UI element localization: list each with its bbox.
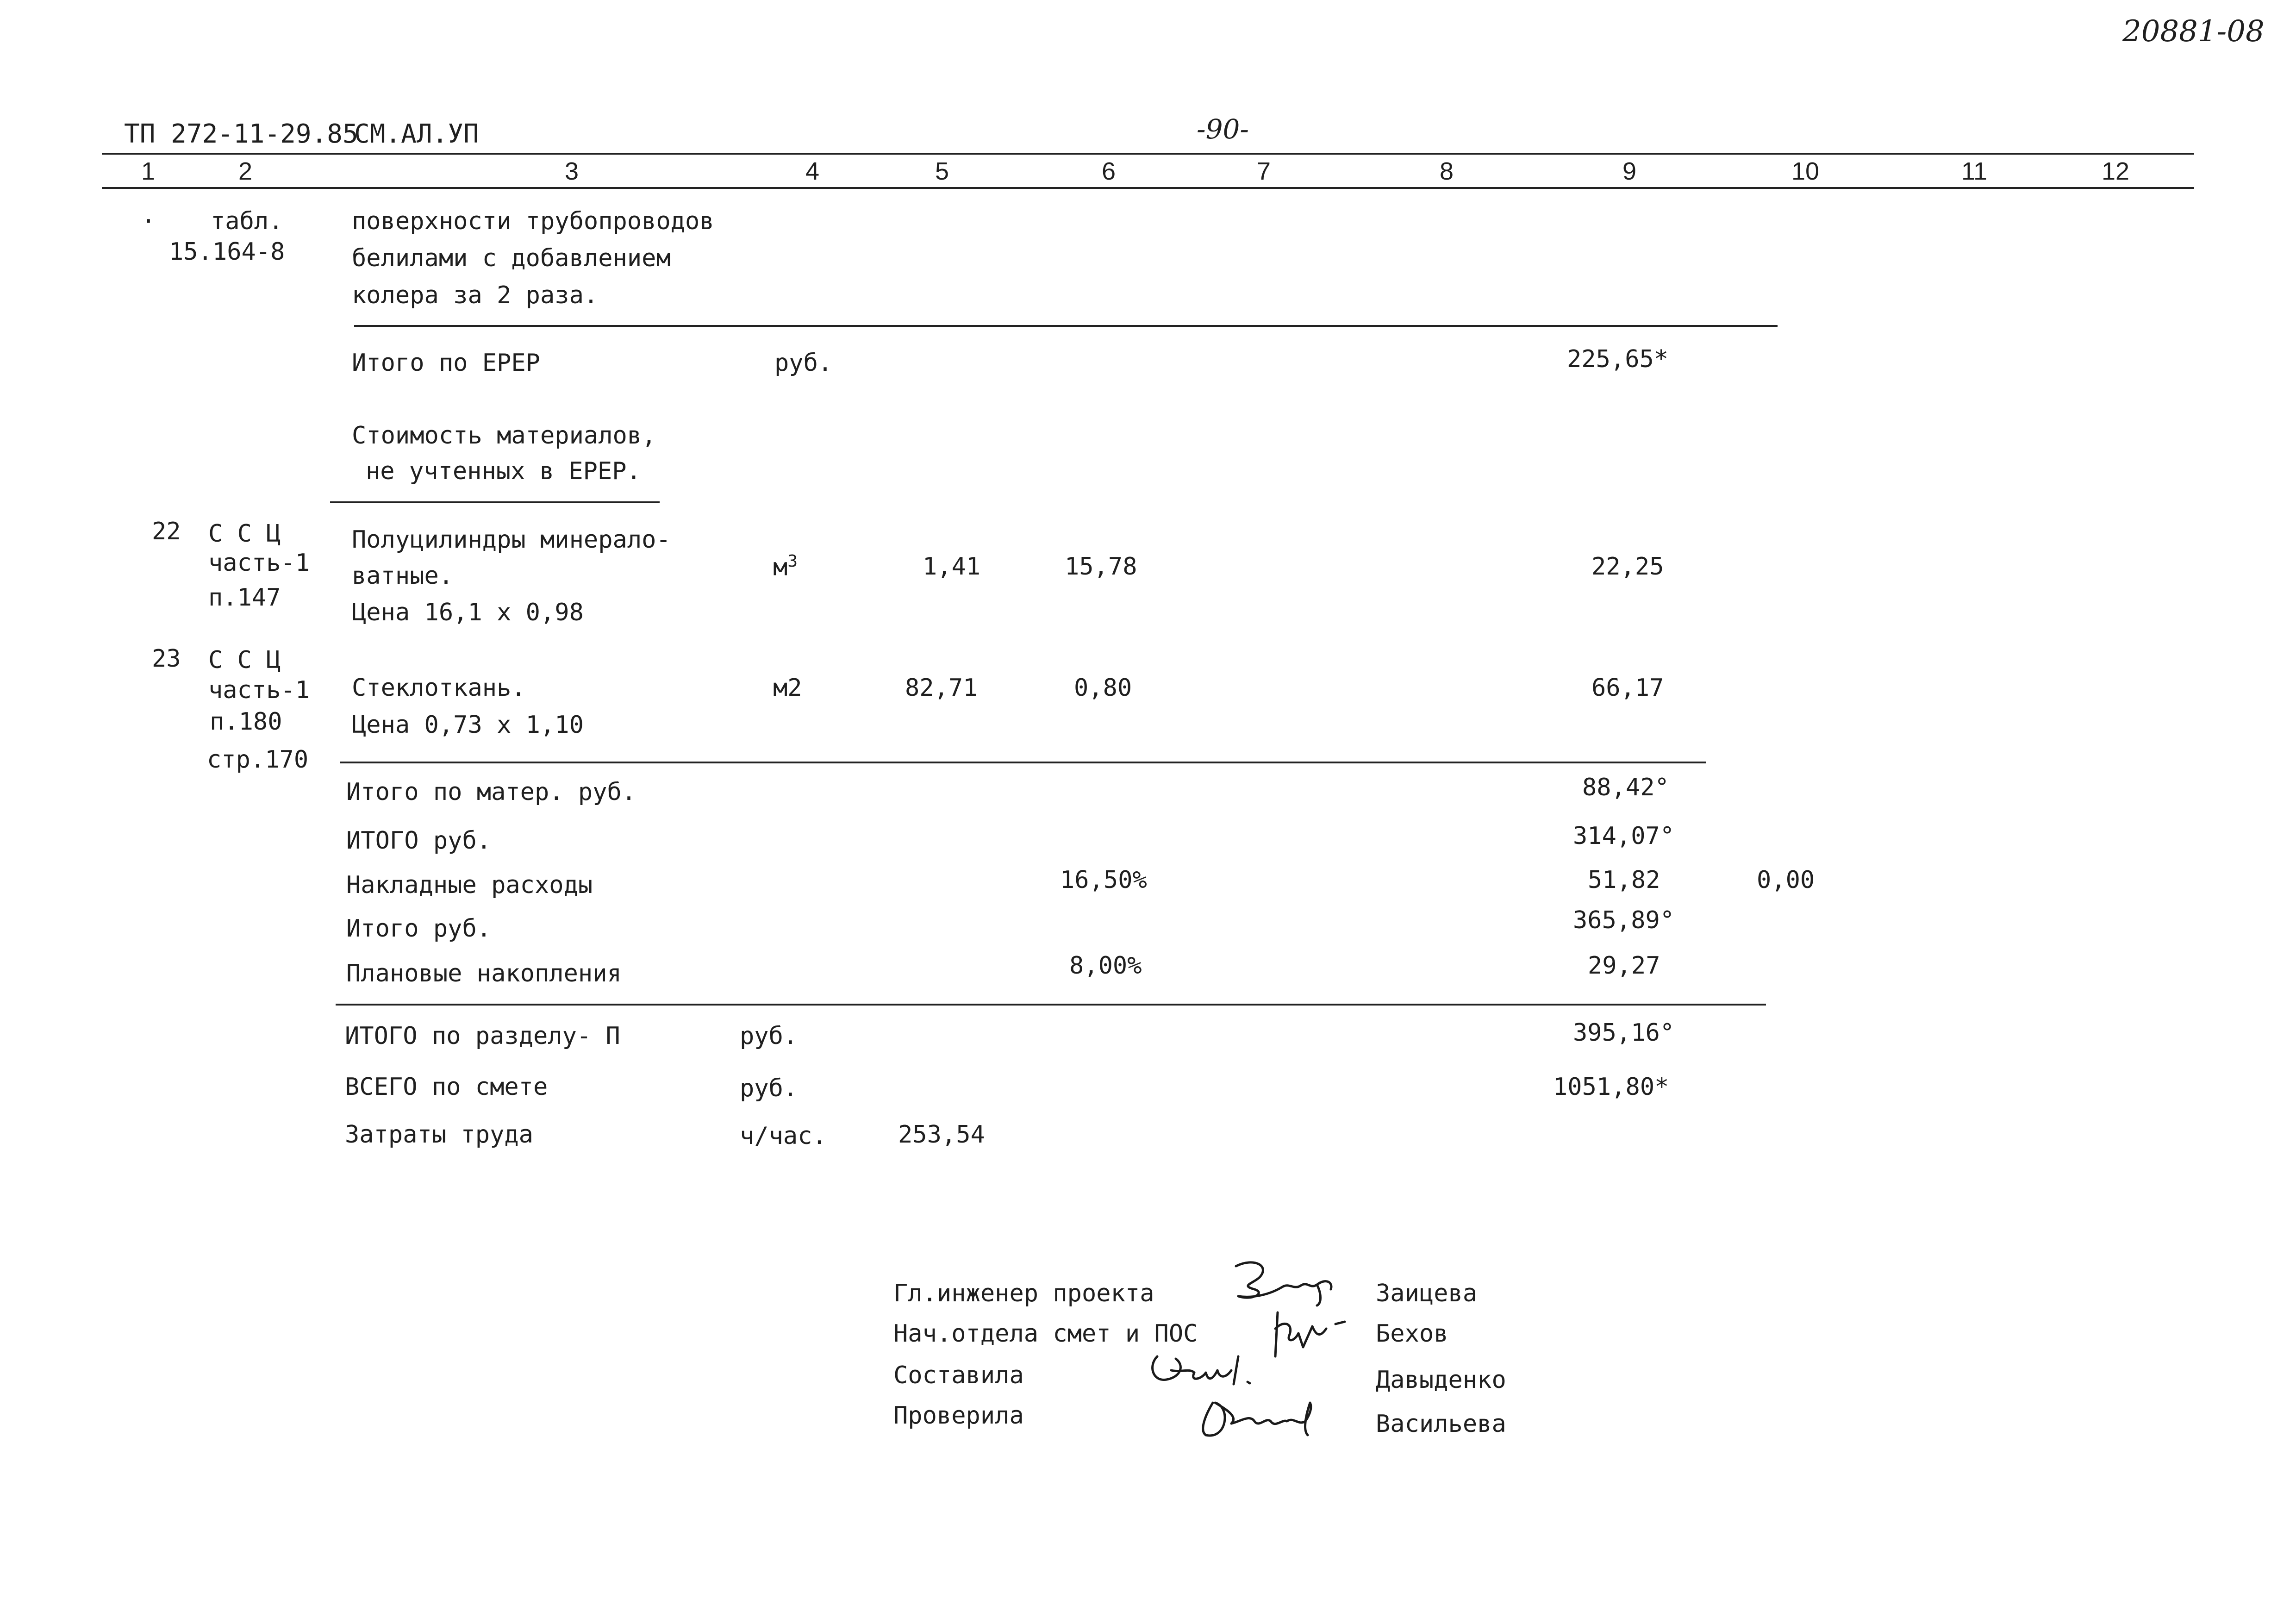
labor-value: 253,54 [898, 1121, 985, 1149]
overhead-percent: 16,50% [1060, 866, 1147, 894]
cont-desc-line2: белилами с добавлением [352, 244, 671, 272]
column-number: 9 [1622, 157, 1637, 185]
row23-desc-line1: Стеклоткань. [352, 674, 526, 702]
row22-unit-base: м [773, 553, 788, 581]
row23-number: 23 [152, 645, 181, 673]
column-number: 2 [238, 157, 253, 185]
header-album: СМ.АЛ.УП [354, 119, 479, 149]
overhead-value: 51,82 [1588, 866, 1660, 894]
column-number: 12 [2101, 157, 2130, 185]
column-number: 10 [1791, 157, 1820, 185]
grand-total-unit: руб. [740, 1074, 798, 1102]
row22-number: 22 [152, 518, 181, 545]
rule-after-materials [340, 762, 1706, 763]
materials-heading-line1: Стоимость материалов, [352, 422, 656, 450]
rule-before-section-total [336, 1004, 1766, 1006]
signature-name-dept-head: Бехов [1376, 1320, 1448, 1348]
grand-total-label: ВСЕГО по смете [345, 1073, 548, 1101]
row23-ref-line1: С С Ц [208, 646, 281, 674]
row23-unit: м2 [773, 674, 802, 702]
row22-unit-exponent: 3 [787, 552, 798, 571]
total2-label: Итого руб. [346, 915, 492, 943]
handwritten-signature-4 [1194, 1389, 1333, 1440]
overhead-label: Накладные расходы [346, 871, 593, 899]
row22-desc-line2: ватные. [352, 562, 454, 590]
header-reference: ТП 272-11-29.85 [124, 119, 358, 149]
overhead-col10-value: 0,00 [1757, 866, 1815, 894]
planned-profit-value: 29,27 [1588, 952, 1660, 980]
header-rule-top [102, 153, 2194, 155]
header-rule-bottom [102, 187, 2194, 189]
cont-ref-line1: табл. [211, 207, 283, 235]
signature-name-compiled-by: Давыденко [1376, 1366, 1506, 1394]
row23-ref-line4: стр.170 [207, 746, 309, 774]
section-total-unit: руб. [740, 1022, 798, 1050]
column-number: 6 [1101, 157, 1116, 185]
continuation-dot: · [141, 207, 156, 235]
row23-total: 66,17 [1591, 674, 1664, 702]
materials-heading-line2: не учтенных в ЕРЕР. [366, 457, 641, 485]
labor-unit: ч/час. [740, 1122, 827, 1150]
planned-profit-label: Плановые накопления [346, 960, 622, 987]
handwritten-signature-2 [1268, 1305, 1361, 1361]
materials-total-value: 88,42° [1582, 774, 1669, 801]
column-number: 5 [935, 157, 949, 185]
cont-ref-line2: 15.164-8 [169, 238, 285, 266]
signature-role-chief-engineer: Гл.инженер проекта [893, 1280, 1154, 1307]
labor-label: Затраты труда [345, 1121, 533, 1149]
row22-ref-line1: С С Ц [208, 520, 281, 548]
document-number: 20881-08 [2122, 14, 2265, 49]
row22-desc-line3: Цена 16,1 х 0,98 [352, 599, 584, 626]
row22-unit [773, 553, 798, 579]
row23-ref-line3: п.180 [210, 708, 282, 736]
column-number: 11 [1961, 157, 1988, 185]
row22-total: 22,25 [1591, 553, 1664, 581]
column-number: 8 [1439, 157, 1454, 185]
row23-quantity: 82,71 [905, 674, 978, 702]
erer-total-label: Итого по ЕРЕР [352, 349, 540, 377]
column-number: 4 [805, 157, 820, 185]
row23-price: 0,80 [1074, 674, 1132, 702]
column-number: 7 [1256, 157, 1271, 185]
erer-total-value: 225,65* [1567, 345, 1669, 373]
erer-total-unit: руб. [774, 349, 833, 377]
row23-ref-line2: часть-1 [208, 676, 310, 704]
section-total-label: ИТОГО по разделу- П [345, 1022, 620, 1050]
handwritten-signature-1 [1227, 1257, 1338, 1308]
total2-value: 365,89° [1573, 906, 1675, 934]
cont-desc-line1: поверхности трубопроводов [352, 207, 714, 235]
signature-name-chief-engineer: Заицева [1376, 1280, 1478, 1307]
signature-role-dept-head: Нач.отдела смет и ПОС [893, 1320, 1198, 1348]
row22-quantity: 1,41 [923, 553, 981, 581]
grand-total-value: 1051,80* [1553, 1073, 1669, 1101]
subtotal-value: 314,07° [1573, 822, 1675, 850]
materials-heading-rule [330, 501, 660, 503]
page-number: -90- [1197, 113, 1249, 145]
row22-price: 15,78 [1065, 553, 1137, 581]
rule-after-item [354, 325, 1778, 327]
signature-role-checked-by: Проверила [893, 1402, 1024, 1430]
column-number: 1 [141, 157, 156, 185]
section-total-value: 395,16° [1573, 1019, 1675, 1047]
planned-profit-percent: 8,00% [1069, 952, 1142, 980]
subtotal-label: ИТОГО руб. [346, 827, 492, 855]
column-number: 3 [564, 157, 579, 185]
materials-total-label: Итого по матер. руб. [346, 778, 636, 806]
row22-ref-line3: п.147 [208, 584, 281, 612]
cont-desc-line3: колера за 2 раза. [352, 281, 599, 309]
row22-desc-line1: Полуцилиндры минерало- [352, 526, 671, 554]
row23-desc-line2: Цена 0,73 х 1,10 [352, 711, 584, 739]
signature-name-checked-by: Васильева [1376, 1410, 1506, 1438]
signature-role-compiled-by: Составила [893, 1362, 1024, 1389]
row22-ref-line2: часть-1 [208, 549, 310, 577]
